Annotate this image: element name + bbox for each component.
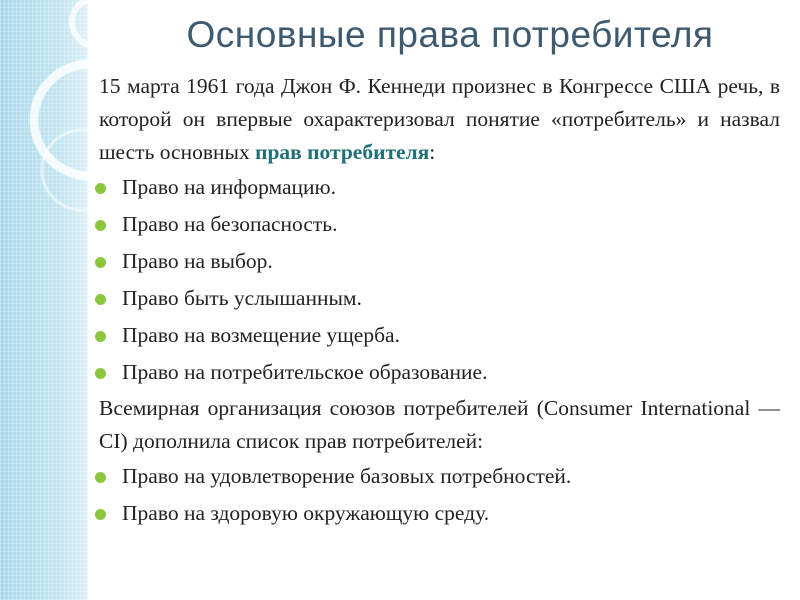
slide-title: Основные права потребителя: [186, 14, 714, 55]
list-item: [95, 169, 780, 206]
list-item-label: Право на здоровую окружающую среду.: [122, 501, 490, 525]
intro-end: :: [429, 140, 436, 164]
second-paragraph: Всемирная организация союзов потребителей (Consumer International — CI) дополнила список прав потребителей:: [99, 396, 780, 453]
list-item-label: Право на безопасность.: [122, 212, 338, 236]
list-item-label: Право на выбор.: [122, 249, 273, 273]
list-item-label: Право быть услышанным.: [122, 286, 362, 310]
list-item-label: Право на удовлетворение базовых потребностей.: [122, 464, 572, 488]
intro-highlight: прав потребителя: [255, 140, 430, 164]
list-item-label: Право на информацию.: [122, 175, 336, 199]
bullet-icon: [95, 331, 106, 342]
list-item: [95, 458, 780, 495]
bullet-icon: [95, 183, 106, 194]
bullet-icon: [95, 472, 106, 483]
bullet-icon: [95, 220, 106, 231]
list-item: [95, 206, 780, 243]
consumer-rights-list: [95, 169, 780, 391]
bullet-icon: [95, 509, 106, 520]
list-item: [95, 495, 780, 532]
intro-text: 15 марта 1961 года Джон Ф. Кеннеди произнес в Конгрессе США речь, в которой он впервые охарактеризовал понятие «потребитель» и назвал шесть основных: [99, 74, 780, 164]
list-item: [95, 243, 780, 280]
list-item: [95, 354, 780, 391]
bullet-icon: [95, 257, 106, 268]
list-item: [95, 317, 780, 354]
slide-content: [95, 70, 780, 532]
list-item-label: Право на возмещение ущерба.: [122, 323, 400, 347]
intro-paragraph: [95, 70, 780, 169]
added-rights-list: [95, 458, 780, 532]
list-item-label: Право на потребительское образование.: [122, 360, 488, 384]
list-item: [95, 280, 780, 317]
bullet-icon: [95, 294, 106, 305]
bullet-icon: [95, 368, 106, 379]
